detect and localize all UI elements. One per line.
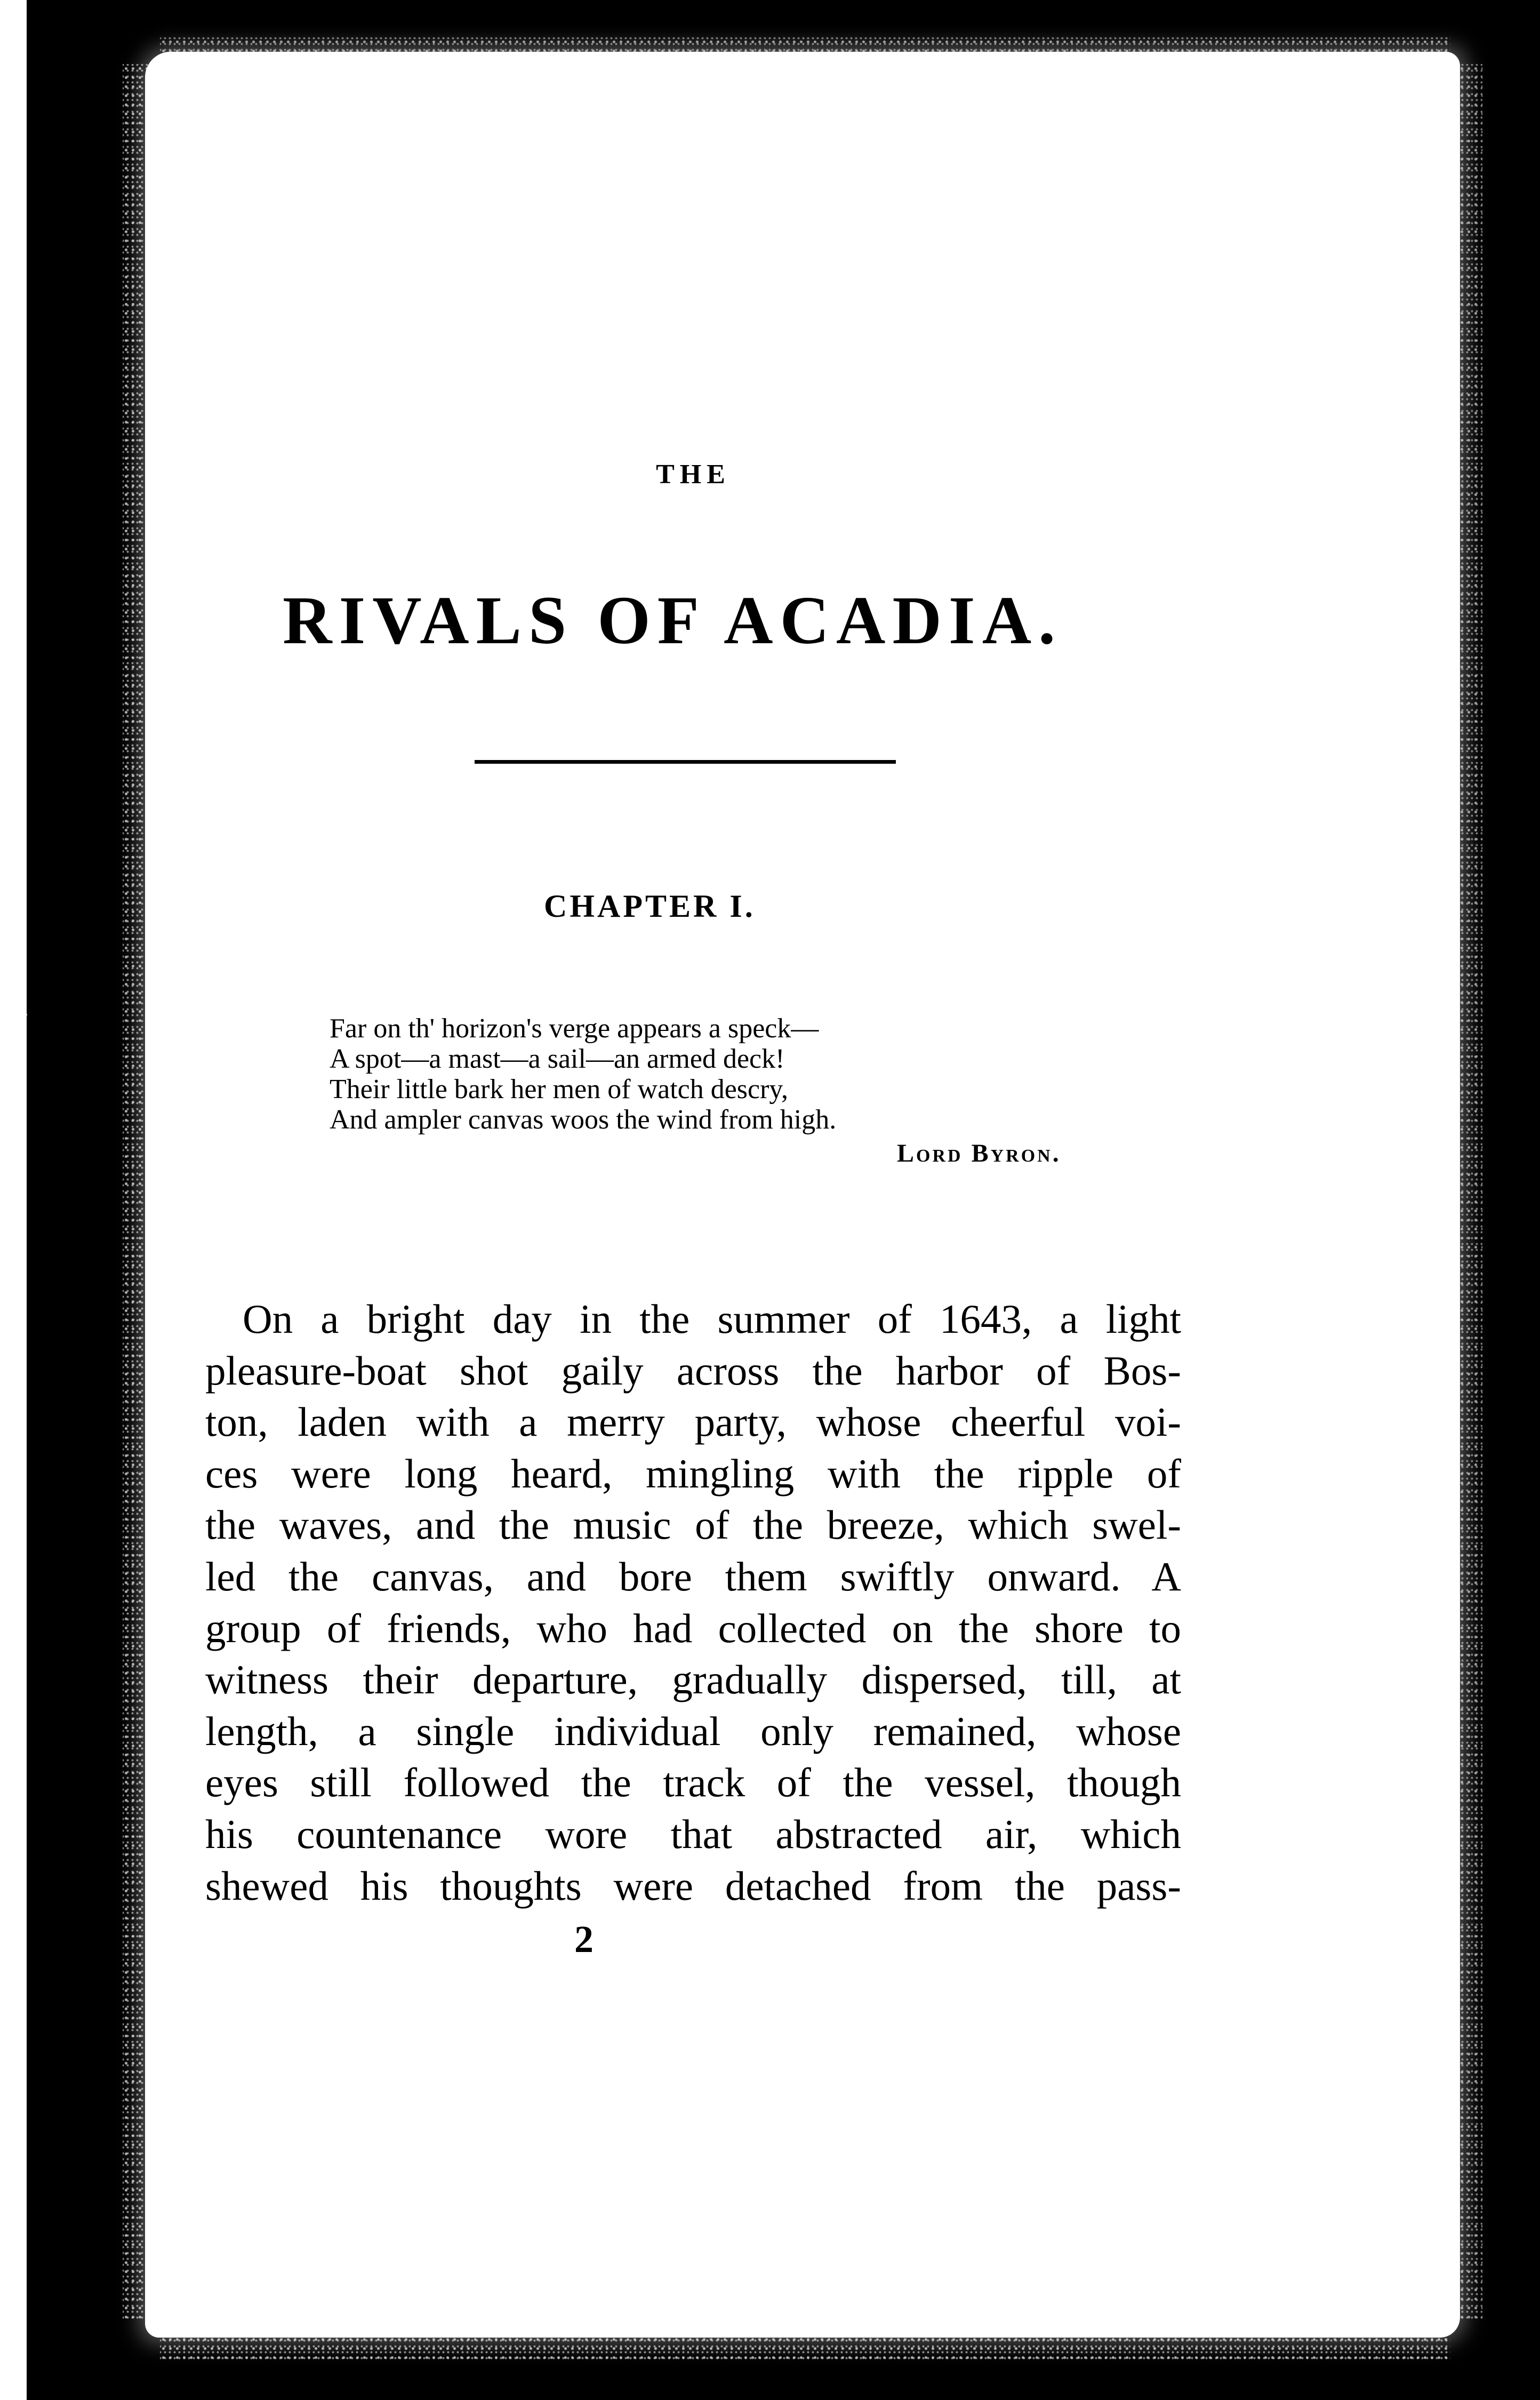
page-number: 2 [574,1918,593,1961]
page-edge-bottom [160,2299,1450,2363]
epigraph-line: Far on th' horizon's verge appears a speck— [330,1013,819,1044]
adjacent-page-fragments [10,992,52,1120]
epigraph [330,1013,1023,1135]
chapter-heading: CHAPTER I. [544,889,756,924]
body-line: length, a single individual only remained, whose [205,1708,1181,1754]
page-edge-right [1424,64,1482,2320]
body-line: the waves, and the music of the breeze, which swel- [205,1502,1181,1548]
adjacent-page-fragment: , [10,1026,16,1054]
body-line: led the canvas, and bore them swiftly onward. A [205,1553,1181,1599]
body-line: eyes still followed the track of the vessel, though [205,1759,1181,1806]
adjacent-page-strip [0,0,27,2400]
epigraph-line: And ampler canvas woos the wind from high. [330,1105,837,1135]
pre-title: THE [656,459,731,490]
title-divider [475,760,896,764]
book-title: RIVALS OF ACADIA. [283,582,1063,658]
body-line: group of friends, who had collected on the shore to [205,1605,1181,1651]
body-line: ces were long heard, mingling with the ripple of [205,1450,1181,1497]
epigraph-line: Their little bark her men of watch descry, [330,1074,789,1105]
body-line: shewed his thoughts were detached from the pass- [205,1862,1181,1909]
epigraph-line: A spot—a mast—a sail—an armed deck! [330,1044,785,1074]
body-paragraph [205,1293,1181,1911]
body-line: witness their departure, gradually dispersed, till, at [205,1657,1181,1703]
epigraph-attribution: Lord Byron. [897,1139,1061,1167]
adjacent-page-fragment: a [10,1058,21,1086]
adjacent-page-fragment: o. [10,994,29,1022]
body-line: pleasure-boat shot gaily across the harbor of Bos- [205,1347,1181,1394]
adjacent-page-fragment: t [10,1090,17,1118]
body-line: his countenance wore that abstracted air, which [205,1811,1181,1857]
body-line: ton, laden with a merry party, whose cheerful voi- [205,1399,1181,1445]
book-page [155,61,1450,2328]
page-edge-left [123,64,181,2320]
page-edge-top [160,37,1450,85]
body-line: On a bright day in the summer of 1643, a light [243,1296,1181,1342]
